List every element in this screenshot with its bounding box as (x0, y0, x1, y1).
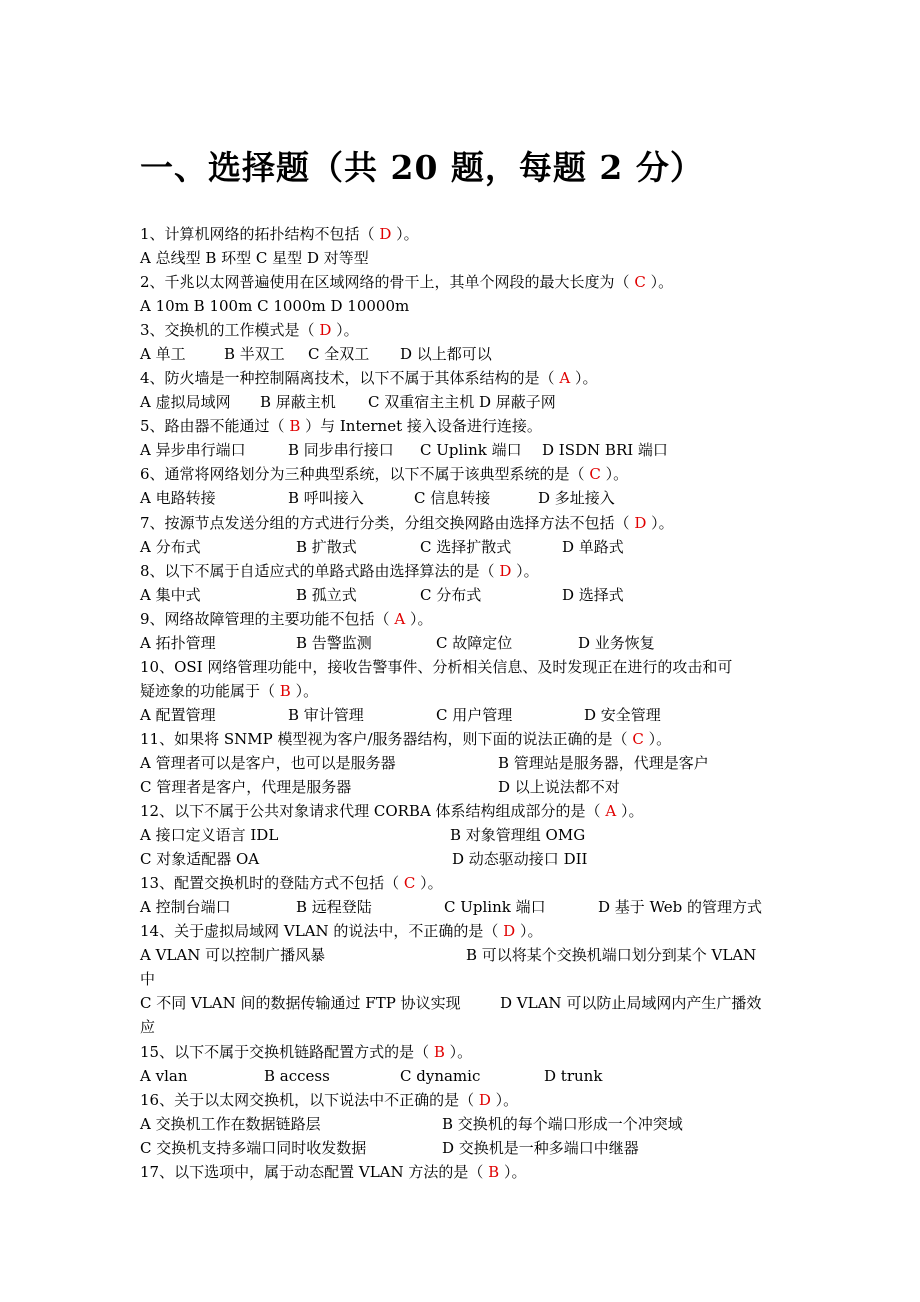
question-7-stem: 7、按源节点发送分组的方式进行分类，分组交换网路由选择方法不包括（ D ）。 (140, 514, 674, 532)
question-16-option-d: D 交换机是一种多端口中继器 (442, 1139, 639, 1157)
question-4-option-a: A 虚拟局域网 (140, 393, 231, 411)
question-15-option-d: D trunk (544, 1067, 603, 1085)
answer-2: C (634, 273, 646, 291)
question-10-option-a: A 配置管理 (140, 706, 216, 724)
answer-1: D (379, 225, 392, 243)
question-5-option-d: D ISDN BRI 端口 (542, 441, 668, 459)
answer-16: D (478, 1091, 491, 1109)
question-7-option-b: B 扩散式 (296, 538, 357, 556)
question-9-stem: 9、网络故障管理的主要功能不包括（ A ）。 (140, 610, 433, 628)
question-9-option-a: A 拓扑管理 (140, 634, 216, 652)
question-5-option-b: B 同步串行接口 (288, 441, 394, 459)
answer-4: A (559, 369, 571, 387)
answer-9: A (394, 610, 406, 628)
question-14-option-d-wrap: 应 (140, 1018, 156, 1036)
question-3-option-c: C 全双工 (308, 345, 370, 363)
question-8-option-d: D 选择式 (562, 586, 624, 604)
answer-6: C (589, 465, 601, 483)
question-13-option-d: D 基于 Web 的管理方式 (598, 898, 763, 916)
question-16-option-a: A 交换机工作在数据链路层 (140, 1115, 321, 1133)
question-10-stem: 10、OSI 网络管理功能中，接收告警事件、分析相关信息、及时发现正在进行的攻击和可 (140, 658, 733, 676)
question-6-option-c: C 信息转接 (414, 489, 491, 507)
answer-10: B (279, 682, 291, 700)
question-8-option-c: C 分布式 (420, 586, 482, 604)
question-2-options: A 10m B 100m C 1000m D 10000m (140, 297, 410, 315)
question-16-option-b: B 交换机的每个端口形成一个冲突域 (442, 1115, 683, 1133)
question-10-stem-line2: 疑迹象的功能属于（ B ）。 (140, 682, 319, 700)
question-14-stem: 14、关于虚拟局域网 VLAN 的说法中，不正确的是（ D ）。 (140, 922, 543, 940)
question-6-option-d: D 多址接入 (538, 489, 615, 507)
question-13-option-c: C Uplink 端口 (444, 898, 546, 916)
question-1-options: A 总线型 B 环型 C 星型 D 对等型 (140, 249, 369, 267)
question-7-option-d: D 单路式 (562, 538, 624, 556)
section-title: 一、选择题（共 20 题，每题 2 分） (140, 148, 704, 187)
question-4-stem: 4、防火墙是一种控制隔离技术，以下不属于其体系结构的是（ A ）。 (140, 369, 598, 387)
question-14-option-b: B 可以将某个交换机端口划分到某个 VLAN (466, 946, 757, 964)
question-10-option-b: B 审计管理 (288, 706, 364, 724)
question-12-stem: 12、以下不属于公共对象请求代理 CORBA 体系结构组成部分的是（ A ）。 (140, 802, 644, 820)
question-10-option-d: D 安全管理 (584, 706, 661, 724)
question-15-option-b: B access (264, 1067, 330, 1085)
question-2-stem: 2、千兆以太网普遍使用在区域网络的骨干上，其单个网段的最大长度为（ C ）。 (140, 273, 674, 291)
question-12-option-c: C 对象适配器 OA (140, 850, 260, 868)
question-12-option-b: B 对象管理组 OMG (450, 826, 586, 844)
question-9-option-d: D 业务恢复 (578, 634, 655, 652)
question-12-option-a: A 接口定义语言 IDL (140, 826, 279, 844)
question-11-option-a: A 管理者可以是客户，也可以是服务器 (140, 754, 396, 772)
answer-15: B (433, 1043, 445, 1061)
question-6-option-a: A 电路转接 (140, 489, 216, 507)
question-11-option-b: B 管理站是服务器，代理是客户 (498, 754, 709, 772)
question-3-option-b: B 半双工 (224, 345, 285, 363)
question-5-option-a: A 异步串行端口 (140, 441, 246, 459)
answer-7: D (634, 514, 647, 532)
question-9-option-b: B 告警监测 (296, 634, 372, 652)
question-8-option-a: A 集中式 (140, 586, 201, 604)
question-3-stem: 3、交换机的工作模式是（ D ）。 (140, 321, 359, 339)
question-4-option-cd: C 双重宿主主机 D 屏蔽子网 (368, 393, 556, 411)
question-7-option-a: A 分布式 (140, 538, 201, 556)
question-3-option-d: D 以上都可以 (400, 345, 492, 363)
answer-13: C (403, 874, 416, 892)
question-5-option-c: C Uplink 端口 (420, 441, 522, 459)
question-13-option-b: B 远程登陆 (296, 898, 372, 916)
question-1-stem: 1、计算机网络的拓扑结构不包括（ D ）。 (140, 225, 419, 243)
question-6-option-b: B 呼叫接入 (288, 489, 364, 507)
answer-14: D (503, 922, 516, 940)
answer-8: D (499, 562, 512, 580)
question-13-stem: 13、配置交换机时的登陆方式不包括（ C ）。 (140, 874, 443, 892)
answer-17: B (488, 1163, 500, 1181)
question-5-stem: 5、路由器不能通过（ B ）与 Internet 接入设备进行连接。 (140, 417, 542, 435)
question-14-option-c: C 不同 VLAN 间的数据传输通过 FTP 协议实现 (140, 994, 461, 1012)
question-14-option-b-wrap: 中 (140, 970, 156, 988)
question-16-option-c: C 交换机支持多端口同时收发数据 (140, 1139, 367, 1157)
question-14-option-a: A VLAN 可以控制广播风暴 (140, 946, 326, 964)
question-8-stem: 8、以下不属于自适应式的单路式路由选择算法的是（ D ）。 (140, 562, 539, 580)
question-7-option-c: C 选择扩散式 (420, 538, 512, 556)
question-15-stem: 15、以下不属于交换机链路配置方式的是（ B ）。 (140, 1043, 473, 1061)
question-15-option-c: C dynamic (400, 1067, 481, 1085)
question-8-option-b: B 孤立式 (296, 586, 357, 604)
question-13-option-a: A 控制台端口 (140, 898, 231, 916)
answer-3: D (319, 321, 332, 339)
question-4-option-b: B 屏蔽主机 (260, 393, 336, 411)
answer-12: A (605, 802, 617, 820)
answer-11: C (632, 730, 644, 748)
question-9-option-c: C 故障定位 (436, 634, 513, 652)
question-15-option-a: A vlan (140, 1067, 188, 1085)
answer-5: B (289, 417, 301, 435)
question-12-option-d: D 动态驱动接口 DII (452, 850, 588, 868)
question-11-option-c: C 管理者是客户，代理是服务器 (140, 778, 352, 796)
question-17-stem: 17、以下选项中，属于动态配置 VLAN 方法的是（ B ）。 (140, 1163, 527, 1181)
question-11-option-d: D 以上说法都不对 (498, 778, 620, 796)
question-14-option-d: D VLAN 可以防止局域网内产生广播效 (500, 994, 762, 1012)
question-3-option-a: A 单工 (140, 345, 186, 363)
question-6-stem: 6、通常将网络划分为三种典型系统，以下不属于该典型系统的是（ C ）。 (140, 465, 629, 483)
question-10-option-c: C 用户管理 (436, 706, 513, 724)
question-16-stem: 16、关于以太网交换机，以下说法中不正确的是（ D ）。 (140, 1091, 519, 1109)
question-11-stem: 11、如果将 SNMP 模型视为客户/服务器结构，则下面的说法正确的是（ C ）。 (140, 730, 672, 748)
